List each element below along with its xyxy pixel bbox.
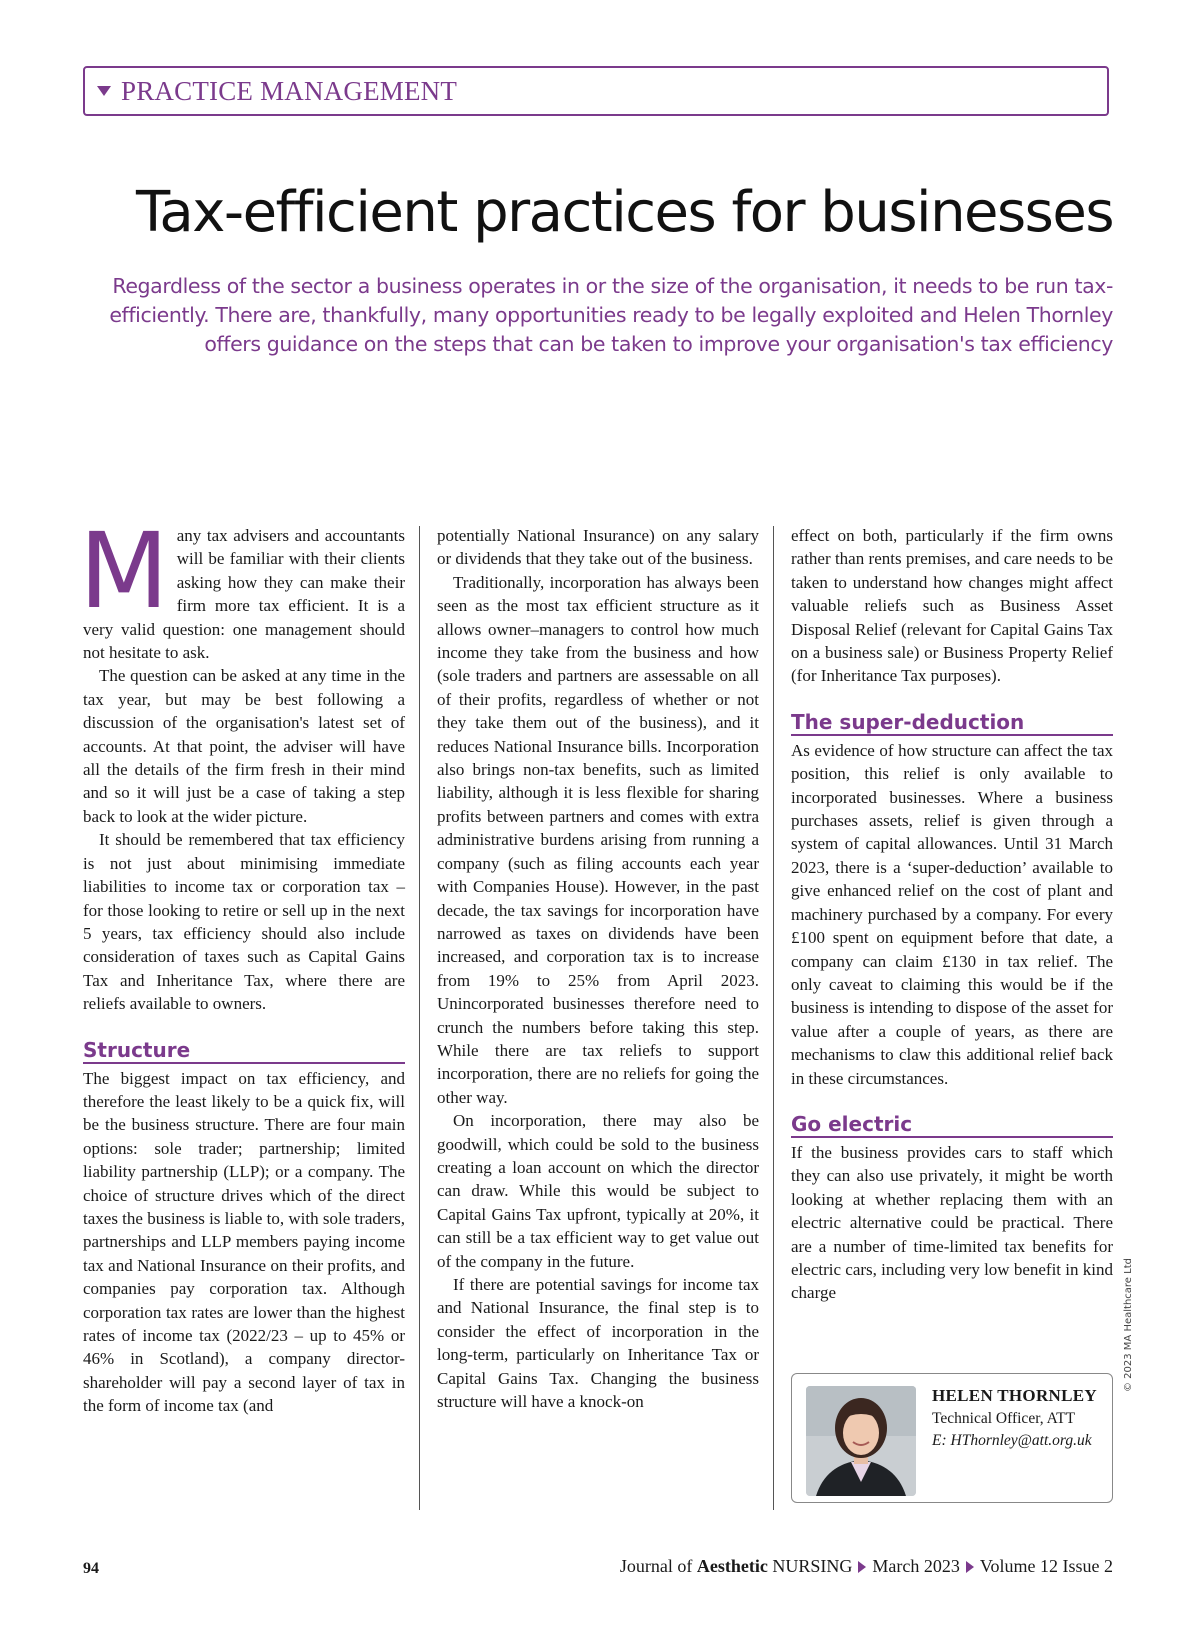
journal-bold: Aesthetic	[696, 1556, 768, 1576]
journal-footer	[620, 1556, 1113, 1577]
structure-paragraph-1: The biggest impact on tax efficiency, and therefore the least likely to be a quick fix, will be the business structure. There are four main options: sole trader; partnership; limited liability partnership (LLP); or a company. The choice of structure drives which of the direct taxes the business is liable to, with sole traders, partnerships and LLP members paying income tax and National Insurance on their profits, and companies pay corporation tax. Although corporation tax rates are lower than the highest rates of income tax (2022/23 – up to 45% or 46% in Scotland), a company director-shareholder will pay a second layer of tax in the form of income tax (and	[83, 1068, 405, 1416]
heading-go-electric: Go electric	[791, 1112, 1113, 1138]
journal-suffix: NURSING	[767, 1556, 853, 1576]
column-rule-2	[773, 526, 774, 1510]
author-email[interactable]: E: HThornley@att.org.uk	[932, 1432, 1092, 1449]
col2-paragraph-1: potentially National Insurance) on any salary or dividends that they take out of the business.	[437, 526, 759, 569]
article-title: Tax-efficient practices for businesses	[135, 180, 1113, 245]
col3-paragraph-1: effect on both, particularly if the firm owns rather than rents premises, and care needs to be taken to understand how changes might affect valuable reliefs such as Business Asset Disposal Relief (relevant for Capital Gains Tax on a business sale) or Business Property Relief (for Inheritance Tax purposes).	[791, 526, 1113, 686]
journal-prefix: Journal of	[619, 1556, 697, 1576]
column-3	[791, 524, 1113, 1305]
triangle-right-icon	[858, 1561, 866, 1573]
heading-structure: Structure	[83, 1038, 405, 1064]
article-standfirst: Regardless of the sector a business operates in or the size of the organisation, it needs to be run tax-efficiently. There are, thankfully, many opportunities ready to be legally exploited and Helen Thornley offers guidance on the steps that can be taken to improve your organisation's tax efficiency	[109, 274, 1113, 356]
intro-text-1: any tax advisers and accountants will be familiar with their clients asking how they can make their firm more tax efficient. It is a very valid question: one management should not hesitate to ask.	[83, 526, 405, 663]
author-portrait-image	[806, 1386, 916, 1496]
intro-paragraph-2: The question can be asked at any time in the tax year, but may be best following a discussion of the organisation's latest set of accounts. At that point, the adviser will have all the details of the firm fresh in their mind and so it will just be a case of taking a step back to look at the wider picture.	[83, 666, 405, 826]
column-2	[437, 524, 759, 1413]
triangle-right-icon	[966, 1561, 974, 1573]
issue-date: March 2023	[872, 1556, 960, 1576]
page-number: 94	[83, 1560, 99, 1577]
super-paragraph-1: As evidence of how structure can affect the tax position, this relief is only available to incorporated businesses. Where a business purchases assets, relief is given through a system of capital allowances. Until 31 March 2023, there is a ‘super-deduction’ available to give enhanced relief on the cost of plant and machinery purchased by a company. For every £100 spent on equipment before that date, a company can claim £130 in tax relief. The only caveat to claiming this would be if the business is intending to dispose of the asset for value after a couple of years, as there are mechanisms to claw this additional relief back in these circumstances.	[791, 740, 1113, 1088]
section-label: PRACTICE MANAGEMENT	[121, 75, 458, 106]
col2-paragraph-2: Traditionally, incorporation has always been seen as the most tax efficient structure as it allows owner–managers to control how much income they take from the business and how (sole traders and partners are assessable on all of their profits, regardless of whether or not they take them out of the business), and it reduces National Insurance bills. Incorporation also brings non-tax benefits, such as limited liability, although it is less flexible for sharing profits between partners and comes with extra administrative burdens arising from running a company (such as filing accounts each year with Companies House). However, in the past decade, the tax savings for incorporation have narrowed as taxes on dividends have been increased, and corporation tax is to increase from 19% to 25% from April 2023. Unincorporated businesses therefore need to crunch the numbers before taking this step. While there are tax reliefs to support incorporation, there are no reliefs for going the other way.	[437, 572, 759, 1107]
col2-paragraph-4: If there are potential savings for income tax and National Insurance, the final step is to consider the effect of incorporation in the long-term, particularly on Inheritance Tax or Capital Gains Tax. Changing the business structure will have a knock-on	[437, 1275, 759, 1412]
triangle-down-icon	[97, 86, 111, 96]
author-photo	[806, 1386, 916, 1496]
drop-cap: M	[79, 510, 169, 632]
heading-super-deduction: The super-deduction	[791, 710, 1113, 736]
section-header	[83, 66, 1109, 116]
column-rule-1	[419, 526, 420, 1510]
intro-paragraph-3: It should be remembered that tax efficiency is not just about minimising immediate liabilities to income tax or corporation tax – for those looking to retire or sell up in the next 5 years, tax efficiency should also include consideration of taxes such as Capital Gains Tax and Inheritance Tax, where there are reliefs available to owners.	[83, 830, 405, 1014]
intro-paragraph-1	[79, 510, 405, 664]
author-name: HELEN THORNLEY	[932, 1386, 1097, 1405]
copyright-notice: © 2023 MA Healthcare Ltd	[1123, 1258, 1134, 1392]
author-role: Technical Officer, ATT	[932, 1410, 1076, 1427]
issue-volume: Volume 12 Issue 2	[979, 1556, 1113, 1576]
column-1	[79, 510, 405, 1418]
author-box	[791, 1373, 1113, 1503]
electric-paragraph-1: If the business provides cars to staff which they can also use privately, it might be worth looking at whether replacing them with an electric alternative could be practical. There are a number of time-limited tax benefits for electric cars, including very low benefit in kind charge	[791, 1142, 1113, 1303]
col2-paragraph-3: On incorporation, there may also be goodwill, which could be sold to the business creating a loan account on which the director can draw. While this would be subject to Capital Gains Tax upfront, typically at 20%, it can still be a tax efficient way to get value out of the company in the future.	[437, 1111, 759, 1271]
